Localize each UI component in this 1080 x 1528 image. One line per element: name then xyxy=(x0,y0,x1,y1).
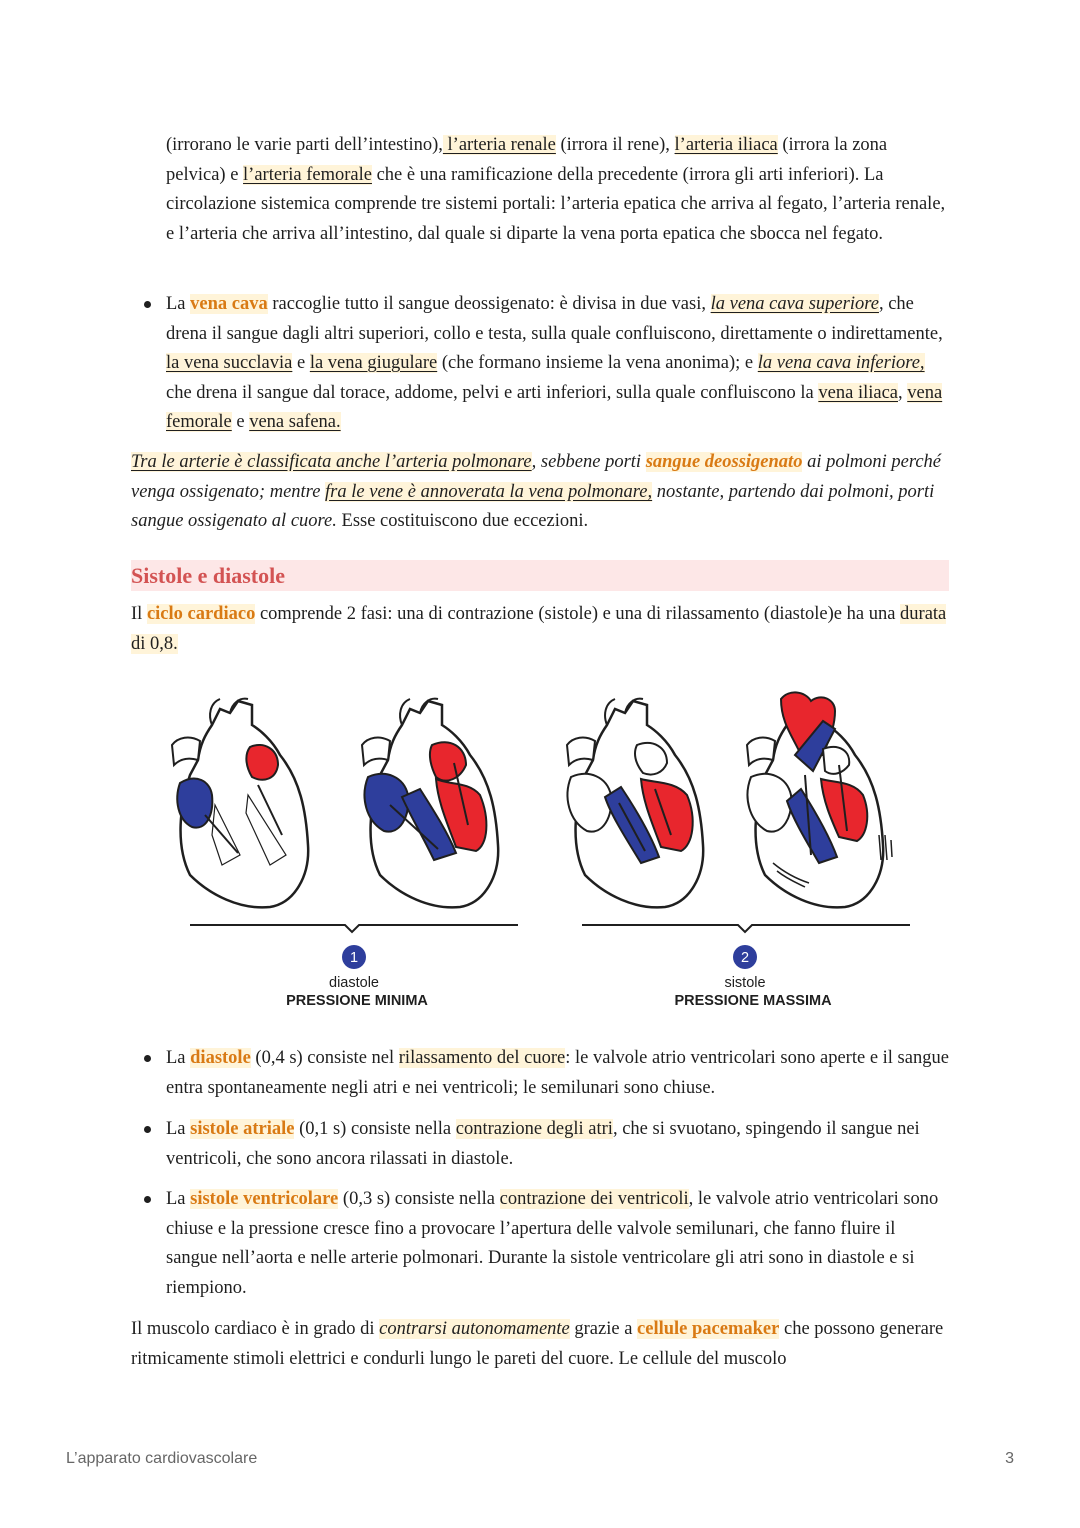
footer-title: L’apparato cardiovascolare xyxy=(66,1450,258,1467)
phase2-number: 2 xyxy=(740,950,750,966)
term-vena-femorale: vena femorale xyxy=(166,382,943,432)
page-number: 3 xyxy=(1005,1450,1014,1467)
keyword-sistole-ventricolare: sistole ventricolare xyxy=(190,1189,339,1209)
bracket-diastole xyxy=(190,925,518,932)
keyword-vena-cava: vena cava xyxy=(190,294,268,314)
heart-diastole-1 xyxy=(172,699,308,908)
bracket-systole xyxy=(582,925,910,932)
term-vena-polmonare: fra le vene è annoverata la vena polmonare, xyxy=(325,481,653,502)
term-arteria-femorale: l’arteria femorale xyxy=(243,164,372,185)
heart-diastole-2 xyxy=(362,699,498,908)
right-atrium-empty xyxy=(568,774,612,832)
left-atrium-oxy xyxy=(246,745,278,780)
keyword-sistole-atriale: sistole atriale xyxy=(190,1119,295,1139)
term-arteria-iliaca: l’arteria iliaca xyxy=(674,135,778,155)
term-durata: durata di 0,8. xyxy=(131,604,947,654)
term-rilassamento: rilassamento del cuore xyxy=(398,1048,566,1068)
phase1-name: diastole xyxy=(329,975,379,991)
heart-cycle-figure xyxy=(160,680,920,1020)
paragraph-eccezioni: Tra le arterie è classificata anche l’arteria polmonare, sebbene porti sangue deossigenato ai polmoni perché venga ossigenato; mentre fra le vene è annoverata la vena polmonare, nostante, partendo dai polmoni, porti sangue ossigenato al cuore. Esse costituiscono due eccezioni. xyxy=(131,452,942,531)
keyword-sangue-deossigenato: sangue deossigenato xyxy=(645,452,803,472)
bullet-vena-cava: La vena cava raccoglie tutto il sangue deossigenato: è divisa in due vasi, la vena cava superiore, che drena il sangue dagli altri superiori, collo e testa, sulla quale confluiscono, direttamente o indirettamente, la vena succlavia e la vena giugulare (che formano insieme la vena anonima); e la vena cava inferiore, che drena il sangue dal torace, addome, pelvi e arti inferiori, sulla quale confluiscono la vena iliaca, vena femorale e vena safena. xyxy=(166,290,949,438)
keyword-ciclo-cardiaco: ciclo cardiaco xyxy=(146,604,256,624)
right-atrium-deoxy xyxy=(177,779,212,828)
left-atrium-empty xyxy=(823,747,849,774)
term-vena-giugulare: la vena giugulare xyxy=(309,353,438,373)
phase1-number: 1 xyxy=(349,950,359,966)
term-vena-cava-inferiore: la vena cava inferiore, xyxy=(757,353,925,373)
heart-systole-1 xyxy=(567,699,703,908)
left-atrium-oxy xyxy=(430,742,466,780)
term-arteria-polmonare: Tra le arterie è classificata anche l’arteria polmonare xyxy=(131,452,532,472)
keyword-diastole: diastole xyxy=(190,1048,251,1068)
keyword-cellule-pacemaker: cellule pacemaker xyxy=(637,1319,780,1339)
term-contrazione-atri: contrazione degli atri xyxy=(455,1119,613,1139)
left-atrium-empty xyxy=(635,743,667,775)
heart-systole-2 xyxy=(747,692,892,907)
term-contrarsi-autonomamente: contrarsi autonomamente xyxy=(379,1319,570,1339)
bullet-sistole-atriale: La sistole atriale (0,1 s) consiste nella contrazione degli atri, che si svuotano, spingendo il sangue nei ventricoli, che sono ancora rilassati in diastole. xyxy=(166,1115,949,1174)
bullet-sistole-ventricolare: La sistole ventricolare (0,3 s) consiste nella contrazione dei ventricoli, le valvole atrio ventricolari sono chiuse e la pressione cresce fino a provocare l’apertura delle valvole semilunari, che fanno fluire il sangue nell’aorta e nelle arterie polmonari. Durante la sistole ventricolare gli atri sono in diastole e si riempiono. xyxy=(166,1185,949,1303)
section-heading: Sistole e diastole xyxy=(131,560,949,591)
paragraph-arterie: (irrorano le varie parti dell’intestino), l’arteria renale (irrora il rene), l’arteria iliaca (irrora la zona pelvica) e l’arteria femorale che è una ramificazione della precedente (irrora gli arti inferiori). La circolazione sistemica comprende tre sistemi portali: l’arteria epatica che arriva al fegato, l’arteria renale, e l’arteria che arriva all’intestino, dal quale si diparte la vena porta epatica che sbocca nel fegato. xyxy=(166,135,946,244)
phase2-name: sistole xyxy=(724,975,766,991)
paragraph-muscolo: Il muscolo cardiaco è in grado di contrarsi autonomamente grazie a cellule pacemaker che possono generare ritmicamente stimoli elettrici e condurli lungo le pareti del cuore. Le cellule del muscolo xyxy=(131,1319,944,1369)
paragraph-ciclo-cardiaco: Il ciclo cardiaco comprende 2 fasi: una di contrazione (sistole) e una di rilassamento (diastole)e ha una durata di 0,8. xyxy=(131,604,947,654)
term-vena-iliaca: vena iliaca xyxy=(818,382,898,403)
term-vena-succlavia: la vena succlavia xyxy=(166,353,293,373)
term-arteria-renale: l’arteria renale xyxy=(442,135,556,155)
right-atrium-empty xyxy=(748,774,792,832)
phase2-pressure: PRESSIONE MASSIMA xyxy=(674,993,832,1009)
bullet-diastole: La diastole (0,4 s) consiste nel rilassamento del cuore: le valvole atrio ventricolari sono aperte e il sangue entra spontaneamente negli atri e nei ventricoli; le semilunari sono chiuse. xyxy=(166,1044,949,1103)
phase1-pressure: PRESSIONE MINIMA xyxy=(286,993,428,1009)
term-vena-cava-superiore: la vena cava superiore xyxy=(710,294,879,314)
term-vena-safena: vena safena. xyxy=(249,412,341,432)
term-contrazione-ventricoli: contrazione dei ventricoli xyxy=(499,1189,689,1209)
